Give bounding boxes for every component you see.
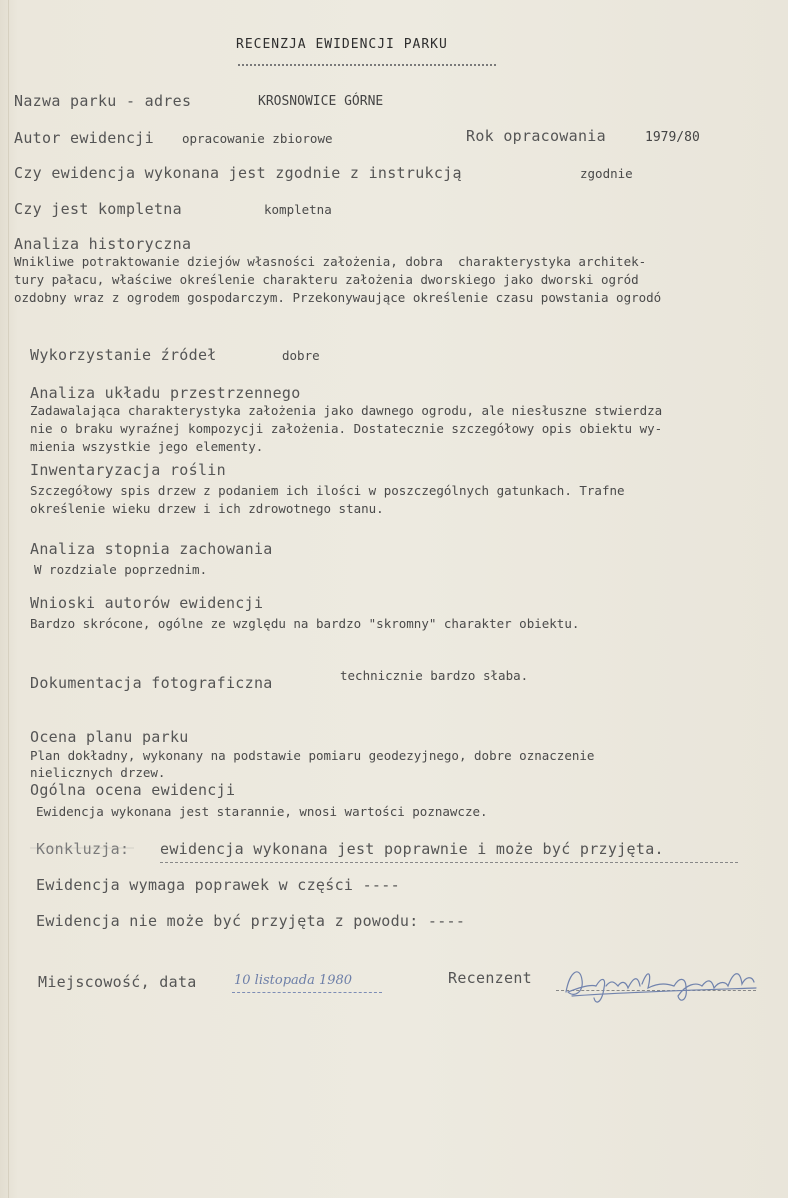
name-label: Nazwa parku - adres: [14, 92, 192, 110]
history-line: Wnikliwe potraktowanie dziejów własności założenia, dobra charakterystyka architek-: [14, 254, 647, 269]
conclusions-label: Wnioski autorów ewidencji: [30, 594, 264, 612]
conclusion-option-revisions: Ewidencja wymaga poprawek w części ----: [36, 876, 400, 894]
place-date-label: Miejscowość, data: [38, 973, 197, 991]
plants-line: Szczegółowy spis drzew z podaniem ich ilości w poszczególnych gatunkach. Trafne: [30, 483, 625, 498]
spatial-label: Analiza układu przestrzennego: [30, 384, 301, 402]
conclusion-label-strike: [28, 836, 138, 860]
history-line: tury pałacu, właściwe określenie charakteru założenia dworskiego jako dworski ogród: [14, 272, 639, 287]
history-line: ozdobny wraz z ogrodem gospodarczym. Przekonywaujące określenie czasu powstania ogrodó: [14, 290, 662, 305]
complete-label: Czy jest kompletna: [14, 200, 182, 218]
photo-value: technicznie bardzo słaba.: [340, 668, 529, 683]
plan-line: nielicznych drzew.: [30, 765, 166, 780]
history-label: Analiza historyczna: [14, 235, 192, 253]
reviewer-label: Recenzent: [448, 969, 532, 987]
conclusion-label: Konkluzja:: [36, 840, 130, 858]
paper-edge: [8, 0, 9, 1198]
year-label: Rok opracowania: [466, 127, 606, 145]
preservation-value: W rozdziale poprzednim.: [34, 562, 208, 577]
document-title: RECENZJA EWIDENCJI PARKU: [236, 37, 448, 52]
conclusion-underline: [160, 862, 738, 863]
author-label: Autor ewidencji: [14, 129, 154, 147]
title-underline: [238, 64, 496, 66]
photo-label: Dokumentacja fotograficzna: [30, 674, 273, 692]
date-underline: [232, 992, 382, 993]
name-value: KROSNOWICE GÓRNE: [258, 94, 384, 109]
reviewer-signature: [556, 962, 766, 1008]
preservation-label: Analiza stopnia zachowania: [30, 540, 273, 558]
author-value: opracowanie zbiorowe: [182, 131, 333, 146]
spatial-line: nie o braku wyraźnej kompozycji założenia. Dostatecznie szczegółowy opis obiektu wy-: [30, 421, 663, 436]
spatial-line: mienia wszystkie jego elementy.: [30, 439, 264, 454]
conclusion-option-rejected: Ewidencja nie może być przyjęta z powodu: ----: [36, 912, 466, 930]
compliance-value: zgodnie: [580, 166, 633, 181]
spatial-line: Zadawalająca charakterystyka założenia jako dawnego ogrodu, ale niesłuszne stwierdza: [30, 403, 663, 418]
compliance-label: Czy ewidencja wykonana jest zgodnie z instrukcją: [14, 164, 462, 182]
plants-line: określenie wieku drzew i ich zdrowotnego stanu.: [30, 501, 384, 516]
plants-label: Inwentaryzacja roślin: [30, 461, 226, 479]
overall-value: Ewidencja wykonana jest starannie, wnosi wartości poznawcze.: [36, 804, 488, 819]
conclusion-value: ewidencja wykonana jest poprawnie i może być przyjęta.: [160, 840, 664, 858]
plan-label: Ocena planu parku: [30, 728, 189, 746]
plan-line: Plan dokładny, wykonany na podstawie pomiaru geodezyjnego, dobre oznaczenie: [30, 748, 595, 763]
complete-value: kompletna: [264, 202, 332, 217]
place-date-value: 10 listopada 1980: [234, 973, 353, 988]
conclusions-value: Bardzo skrócone, ogólne ze względu na bardzo "skromny" charakter obiektu.: [30, 616, 580, 631]
overall-label: Ogólna ocena ewidencji: [30, 781, 236, 799]
sources-label: Wykorzystanie źródeł: [30, 346, 217, 364]
year-value: 1979/80: [645, 130, 700, 145]
sources-value: dobre: [282, 348, 320, 363]
